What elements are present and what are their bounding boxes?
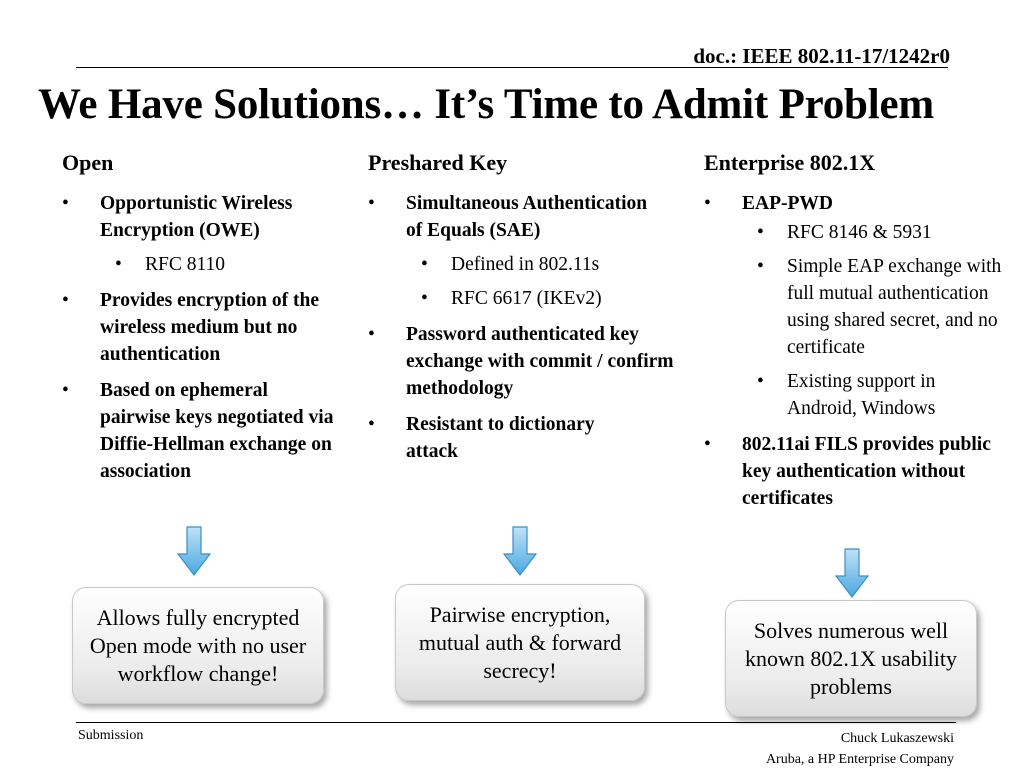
result-box-open — [72, 587, 324, 704]
slide-title: We Have Solutions… It’s Time to Admit Problem — [38, 81, 935, 128]
bullet-text: • Based on ephemeral pairwise keys negotiated via Diffie-Hellman exchange on association — [100, 380, 334, 482]
result-box-enterprise — [725, 600, 977, 717]
footer-company: Aruba, a HP Enterprise Company — [765, 752, 954, 767]
column-heading-psk: Preshared Key — [368, 150, 508, 175]
footer-author-block — [766, 728, 954, 770]
result-text-psk: Pairwise encryption, mutual auth & forward secrecy! — [418, 601, 622, 683]
footer-submission: Submission — [78, 728, 144, 743]
bullet-list-open — [62, 190, 342, 485]
bullet-fils — [704, 431, 1004, 512]
bullet-text: • Opportunistic Wireless Encryption (OWE) — [100, 193, 293, 241]
sub-bullet: • Simple EAP exchange with full mutual authentication using shared secret, and no certificate — [742, 253, 1004, 361]
bullet-text: • Simultaneous Authentication of Equals (SAE) — [406, 193, 648, 241]
down-arrow-icon — [835, 548, 869, 598]
bullet-password-exchange — [368, 321, 688, 402]
sub-bullet: • Defined in 802.11s — [406, 251, 648, 278]
down-arrow-icon — [177, 526, 211, 576]
bullet-eap-pwd — [704, 190, 1004, 422]
footer-rule — [76, 722, 956, 723]
result-box-psk — [395, 584, 645, 701]
down-arrow-icon — [503, 526, 537, 576]
header-rule — [76, 67, 948, 68]
column-heading-open: Open — [62, 150, 114, 175]
bullet-dictionary-attack — [368, 411, 688, 465]
sub-bullet: • RFC 8146 & 5931 — [742, 219, 1004, 246]
bullet-encryption — [62, 287, 342, 368]
bullet-text: • 802.11ai FILS provides public key authentication without certificates — [742, 434, 991, 509]
sub-bullet: • RFC 8110 — [100, 251, 342, 278]
bullet-owe — [62, 190, 342, 278]
footer-author: Chuck Lukaszewski — [840, 731, 954, 746]
result-text-open: Allows fully encrypted Open mode with no user workflow change! — [89, 604, 307, 686]
bullet-text: • Provides encryption of the wireless medium but no authentication — [100, 290, 319, 365]
column-psk — [368, 150, 688, 474]
bullet-text: • EAP-PWD — [742, 193, 833, 214]
column-enterprise — [704, 150, 1004, 521]
result-text-enterprise: Solves numerous well known 802.1X usability problems — [744, 617, 958, 699]
sub-bullet: • RFC 6617 (IKEv2) — [406, 285, 648, 312]
column-heading-enterprise: Enterprise 802.1X — [704, 150, 876, 175]
sub-bullet-list — [100, 251, 342, 278]
bullet-list-psk — [368, 190, 688, 465]
column-open — [62, 150, 342, 494]
bullet-sae — [368, 190, 688, 312]
sub-bullet-list — [406, 251, 648, 312]
bullet-text: • Password authenticated key exchange with commit / confirm methodology — [406, 324, 674, 399]
bullet-list-enterprise — [704, 190, 1004, 512]
doc-id: doc.: IEEE 802.11-17/1242r0 — [693, 44, 950, 68]
bullet-text: • Resistant to dictionary attack — [406, 414, 595, 462]
sub-bullet-list — [742, 219, 1004, 422]
sub-bullet: • Existing support in Android, Windows — [742, 368, 1004, 422]
bullet-ephemeral-keys — [62, 377, 342, 485]
